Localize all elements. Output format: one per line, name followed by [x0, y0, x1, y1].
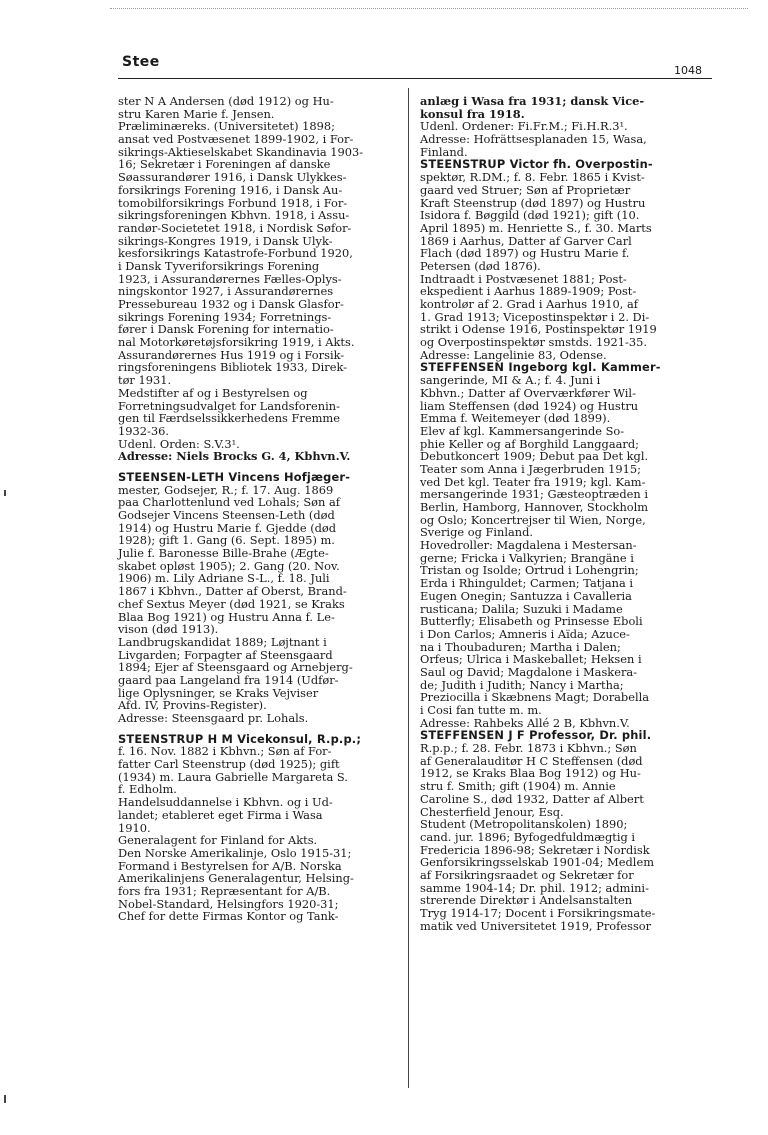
text-line: samme 1904-14; Dr. phil. 1912; admini- — [420, 880, 649, 895]
column-divider — [408, 88, 409, 1088]
text-line: strikt i Odense 1916, Postinspektør 1919 — [420, 322, 657, 337]
text-line: fors fra 1931; Repræsentant for A/B. — [118, 883, 331, 898]
entry-heading-line: STEFFENSEN Ingeborg kgl. Kammer- — [420, 360, 661, 375]
text-line: skabet opløst 1905); 2. Gang (20. Nov. — [118, 558, 340, 573]
text-line: 1910. — [118, 820, 151, 835]
entry-heading-line: STEENSEN-LETH Vincens Hofjæger- — [118, 469, 351, 484]
text-line: sikrings-Aktieselskabet Skandinavia 1903- — [118, 144, 364, 159]
text-line: i Don Carlos; Amneris i Aïda; Azuce- — [420, 626, 630, 641]
text-line: gaard ved Struer; Søn af Proprietær — [420, 182, 631, 197]
text-line: (1934) m. Laura Gabrielle Margareta S. — [118, 769, 348, 784]
text-line: matik ved Universitetet 1919, Professor — [420, 918, 652, 933]
scan-edge-mark — [4, 1095, 6, 1103]
text-line: phie Keller og af Borghild Langgaard; — [420, 436, 639, 451]
text-line: 1928); gift 1. Gang (6. Sept. 1895) m. — [118, 533, 335, 548]
text-line: sikrings Forening 1934; Forretnings- — [118, 309, 332, 324]
text-line: Forretningsudvalget for Landsforenin- — [118, 398, 340, 413]
text-line: Pressebureau 1932 og i Dansk Glasfor- — [118, 297, 344, 311]
text-line: sikrings-Kongres 1919, i Dansk Ulyk- — [118, 233, 333, 248]
text-line: og Oslo; Koncertrejser til Wien, Norge, — [420, 512, 646, 527]
entry-heading-line: STEFFENSEN J F Professor, Dr. phil. — [420, 728, 652, 743]
text-line: Tryg 1914-17; Docent i Forsikringsmate- — [420, 906, 656, 920]
text-line: gen til Færdselssikkerhedens Fremme — [118, 411, 340, 426]
text-line: Saul og David; Magdalone i Maskera- — [420, 664, 638, 679]
text-line: lige Oplysninger, se Kraks Vejviser — [118, 685, 319, 700]
text-line: sangerinde, MI & A.; f. 4. Juni i — [420, 373, 601, 388]
text-line: Julie f. Baronesse Bille-Brahe (Ægte- — [118, 546, 329, 561]
text-line: Udenl. Ordener: Fi.Fr.M.; Fi.H.R.3¹. — [420, 119, 628, 134]
text-line: i Cosi fan tutte m. m. — [420, 703, 542, 717]
text-line: Caroline S., død 1932, Datter af Albert — [420, 791, 644, 806]
text-line: Indtraadt i Postvæsenet 1881; Post- — [420, 271, 627, 286]
text-line: rusticana; Dalila; Suzuki i Madame — [420, 601, 623, 616]
text-line: 1914) og Hustru Marie f. Gjedde (død — [118, 520, 337, 535]
header-rule — [118, 78, 712, 79]
text-line: de; Judith i Judith; Nancy i Martha; — [420, 677, 624, 692]
text-line: Den Norske Amerikalinje, Oslo 1915-31; — [118, 845, 352, 860]
text-line: Orfeus; Ulrica i Maskeballet; Heksen i — [420, 652, 642, 667]
text-line: na i Thoubaduren; Martha i Dalen; — [420, 639, 621, 654]
text-line: kesforsikrings Katastrofe-Forbund 1920, — [118, 246, 353, 261]
text-line: ringsforeningens Bibliotek 1933, Direk- — [118, 360, 348, 375]
text-line: liam Steffensen (død 1924) og Hustru — [420, 398, 639, 413]
text-line: Petersen (død 1876). — [420, 258, 541, 273]
text-line: tør 1931. — [118, 373, 172, 388]
text-line: ved Det kgl. Teater fra 1919; kgl. Kam- — [420, 474, 646, 489]
text-line: ansat ved Postvæsenet 1899-1902, i For- — [118, 132, 354, 147]
text-line: af Forsikringsraadet og Sekretær for — [420, 867, 634, 882]
entry-heading-line: STEENSTRUP Victor fh. Overpostin- — [420, 157, 653, 172]
text-line: Afd. IV, Provins-Register). — [118, 698, 267, 713]
text-line: Hovedroller: Magdalena i Mestersan- — [420, 538, 637, 553]
text-line: Eugen Onegin; Santuzza i Cavalleria — [420, 588, 632, 603]
text-line: Preziocilla i Skæbnens Magt; Dorabella — [420, 690, 650, 705]
text-line: 1923, i Assurandørernes Fælles-Oplys- — [118, 271, 342, 286]
text-line: 1867 i Kbhvn., Datter af Oberst, Brand- — [118, 584, 347, 599]
text-line: mersangerinde 1931; Gæsteoptræden i — [420, 487, 648, 502]
text-line: 1906) m. Lily Adriane S-L., f. 18. Juli — [118, 571, 330, 586]
text-line: af Generalauditør H C Steffensen (død — [420, 753, 643, 768]
text-line: Chesterfield Jenour, Esq. — [420, 804, 564, 819]
text-line: Elev af kgl. Kammersangerinde So- — [420, 423, 625, 438]
text-line: stru Karen Marie f. Jensen. — [118, 106, 275, 121]
text-line: Generalagent for Finland for Akts. — [118, 833, 318, 848]
text-line: Præliminæreks. (Universitetet) 1898; — [118, 119, 336, 134]
text-line: vison (død 1913). — [118, 622, 219, 637]
text-line: April 1895) m. Henriette S., f. 30. Marts — [420, 220, 652, 235]
text-line: Assurandørernes Hus 1919 og i Forsik- — [118, 347, 345, 362]
text-line: 1894; Ejer af Steensgaard og Arnebjerg- — [118, 660, 353, 675]
right-column — [420, 95, 690, 932]
text-line: Flach (død 1897) og Hustru Marie f. — [420, 246, 630, 261]
text-line: fører i Dansk Forening for internatio- — [118, 322, 334, 337]
text-line: Debutkoncert 1909; Debut paa Det kgl. — [420, 449, 649, 464]
text-line: Student (Metropolitanskolen) 1890; — [420, 817, 628, 832]
text-line: kontrolør af 2. Grad i Aarhus 1910, af — [420, 297, 639, 311]
text-line: Blaa Bog 1921) og Hustru Anna f. Le- — [118, 609, 335, 624]
text-line: Chef for dette Firmas Kontor og Tank- — [118, 909, 339, 924]
text-line: sikringsforeningen Kbhvn. 1918, i Assu- — [118, 208, 350, 223]
page-number: 1048 — [674, 64, 702, 77]
text-line: Formand i Bestyrelsen for A/B. Norska — [118, 858, 342, 873]
text-line: anlæg i Wasa fra 1931; dansk Vice- — [420, 94, 645, 108]
text-line: 1932-36. — [118, 423, 169, 438]
text-line: Livgarden; Forpagter af Steensgaard — [118, 647, 333, 662]
text-line: Kbhvn.; Datter af Overværkfører Wil- — [420, 385, 636, 400]
text-line: landet; etableret eget Firma i Wasa — [118, 807, 323, 822]
text-line: Butterfly; Elisabeth og Prinsesse Eboli — [420, 614, 643, 629]
text-line: Medstifter af og i Bestyrelsen og — [118, 385, 308, 400]
text-line: Handelsuddannelse i Kbhvn. og i Ud- — [118, 795, 333, 810]
text-line: Adresse: Hofrättsesplanaden 15, Wasa, — [420, 132, 647, 147]
text-line: Tristan og Isolde; Ortrud i Lohengrin; — [420, 563, 639, 578]
running-head-word: Stee — [122, 54, 160, 70]
text-line: Adresse: Niels Brocks G. 4, Kbhvn.V. — [118, 449, 351, 464]
text-line: Finland. — [420, 144, 468, 159]
text-line: ekspedient i Aarhus 1889-1909; Post- — [420, 284, 637, 299]
text-line: R.p.p.; f. 28. Febr. 1873 i Kbhvn.; Søn — [420, 741, 637, 756]
text-line: 1869 i Aarhus, Datter af Garver Carl — [420, 233, 632, 248]
text-line: og Overpostinspektør smstds. 1921-35. — [420, 335, 647, 350]
text-line: Emma f. Weitemeyer (død 1899). — [420, 411, 611, 426]
text-line: nal Motorkøretøjsforsikring 1919, i Akts. — [118, 335, 355, 350]
text-line: Sverige og Finland. — [420, 525, 534, 540]
text-line: fatter Carl Steenstrup (død 1925); gift — [118, 757, 340, 772]
text-line: Fredericia 1896-98; Sekretær i Nordisk — [420, 842, 650, 857]
text-line: paa Charlottenlund ved Lohals; Søn af — [118, 495, 340, 510]
text-line: randør-Societetet 1918, i Nordisk Søfor- — [118, 220, 352, 235]
text-line: cand. jur. 1896; Byfogedfuldmægtig i — [420, 829, 636, 844]
text-line: gerne; Fricka i Valkyrien; Brangäne i — [420, 550, 634, 565]
text-line: konsul fra 1918. — [420, 106, 525, 121]
text-line: tomobilforsikrings Forbund 1918, i For- — [118, 195, 348, 210]
top-scan-rule — [110, 8, 748, 9]
text-line: Godsejer Vincens Steensen-Leth (død — [118, 508, 335, 522]
text-line: Nobel-Standard, Helsingfors 1920-31; — [118, 896, 339, 911]
left-column — [118, 95, 388, 923]
text-line: Adresse: Langelinie 83, Odense. — [420, 347, 607, 362]
scan-edge-mark — [4, 490, 6, 496]
text-line: Landbrugskandidat 1889; Løjtnant i — [118, 634, 327, 649]
text-line: 1. Grad 1913; Vicepostinspektør i 2. Di- — [420, 309, 650, 324]
text-line: spektør, R.DM.; f. 8. Febr. 1865 i Kvist- — [420, 170, 645, 185]
text-line: Berlin, Hamborg, Hannover, Stockholm — [420, 500, 649, 514]
text-line: ster N A Andersen (død 1912) og Hu- — [118, 94, 334, 108]
text-line: Adresse: Steensgaard pr. Lohals. — [118, 711, 309, 725]
text-line: gaard paa Langeland fra 1914 (Udfør- — [118, 672, 339, 687]
text-line: chef Sextus Meyer (død 1921, se Kraks — [118, 596, 345, 611]
text-line: i Dansk Tyveriforsikrings Forening — [118, 258, 320, 273]
text-line: mester, Godsejer, R.; f. 17. Aug. 1869 — [118, 482, 334, 497]
text-line: Amerikalinjens Generalagentur, Helsing- — [118, 871, 354, 886]
text-line: f. Edholm. — [118, 782, 177, 797]
text-line: 1912, se Kraks Blaa Bog 1912) og Hu- — [420, 766, 641, 781]
text-line: stru f. Smith; gift (1904) m. Annie — [420, 779, 616, 794]
text-line: 16; Sekretær i Foreningen af danske — [118, 157, 331, 172]
text-line: Erda i Rhinguldet; Carmen; Tatjana i — [420, 576, 634, 591]
text-line: Teater som Anna i Jægerbruden 1915; — [420, 461, 641, 476]
entry-heading-line: STEENSTRUP H M Vicekonsul, R.p.p.; — [118, 731, 362, 746]
text-line: Genforsikringsselskab 1901-04; Medlem — [420, 855, 654, 870]
text-line: Isidora f. Bøggild (død 1921); gift (10. — [420, 208, 640, 223]
text-line: forsikrings Forening 1916, i Dansk Au- — [118, 182, 343, 197]
text-line: Adresse: Rahbeks Allé 2 B, Kbhvn.V. — [420, 715, 630, 730]
text-line: ningskontor 1927, i Assurandørernes — [118, 284, 334, 299]
text-line: Udenl. Orden: S.V.3¹. — [118, 436, 240, 451]
text-line: strerende Direktør i Andelsanstalten — [420, 893, 633, 908]
text-line: f. 16. Nov. 1882 i Kbhvn.; Søn af For- — [118, 744, 332, 759]
text-line: Søassurandører 1916, i Dansk Ulykkes- — [118, 170, 347, 185]
text-line: Kraft Steenstrup (død 1897) og Hustru — [420, 195, 646, 210]
